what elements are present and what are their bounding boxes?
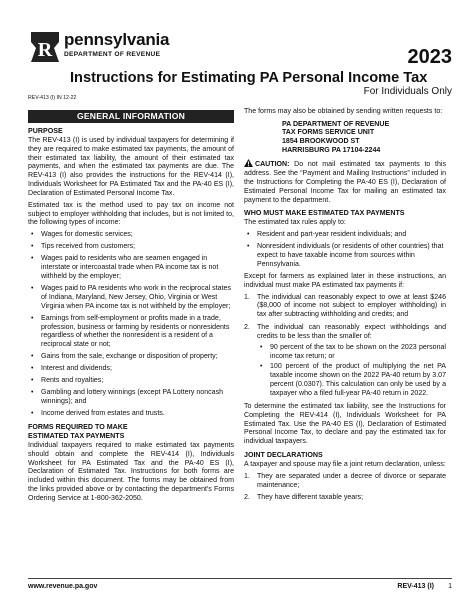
- list-item: • Nonresident individuals (or residents of other countries) that expect to have taxable income from sources within Pennsylvania.: [244, 243, 446, 270]
- income-types-list: [28, 231, 234, 419]
- right-column: [244, 108, 446, 507]
- address-line: 1854 BROOKWOOD ST: [282, 138, 360, 146]
- department-name: DEPARTMENT OF REVENUE: [64, 51, 161, 58]
- list-item: • Wages paid to PA residents who work in the reciprocal states of Indiana, Maryland, New Jersey, Ohio, Virginia or West Virginia when PA income tax is not withheld by the employer;: [28, 285, 234, 312]
- list-item: [244, 473, 446, 491]
- sub-list: [257, 344, 446, 399]
- list-item: • Earnings from self-employment or profits made in a trade, profession, business or farming by residents or nonresidents regardless of whether the nonresident is a resident of a reciprocal state or not;: [28, 315, 234, 350]
- purpose-text: The REV-413 (I) is used by individual taxpayers for determining if they are required to make estimated tax payments, the amount of their estimated tax liability, the amount of their estimated tax payments, and when the estimated tax payments are due. The REV-413 (I) also provides the instructions for the REV-414 (I), Individuals Worksheet for PA Estimated Tax and the PA-40 ES (I), Declaration of Estimated Personal Income Tax.: [28, 136, 234, 197]
- list-item: • Gambling and lottery winnings (except PA Lottery noncash winnings); and: [28, 389, 234, 407]
- page-title: Instructions for Estimating PA Personal Income Tax: [70, 70, 428, 86]
- who-intro: The estimated tax rules apply to:: [244, 219, 346, 227]
- left-column: [28, 108, 234, 507]
- caution-label: CAUTION:: [255, 161, 290, 169]
- list-item: • Wages for domestic services;: [28, 231, 234, 240]
- address-line: TAX FORMS SERVICE UNIT: [282, 129, 375, 137]
- joint-heading: JOINT DECLARATIONS: [244, 451, 323, 460]
- caution-note: [244, 159, 446, 205]
- list-item: • Income derived from estates and trusts.: [28, 410, 234, 419]
- item-number: 2.: [244, 324, 250, 332]
- purpose-heading: PURPOSE: [28, 127, 63, 135]
- section-banner: GENERAL INFORMATION: [28, 110, 234, 123]
- warning-icon: [244, 159, 253, 167]
- list-item: • 100 percent of the product of multiplying the net PA taxable income shown on the 2022 PA-40 return by 3.07 percent (0.0307). This calculation can only be used by a taxpayer who a filed full-year PA-40 return in 2022.: [257, 363, 446, 398]
- forms-heading-line1: FORMS REQUIRED TO MAKE: [28, 423, 128, 432]
- list-item: [244, 294, 446, 321]
- except-text: Except for farmers as explained later in these instructions, an individual must make PA estimated tax payments if:: [244, 272, 446, 289]
- address-line: HARRISBURG PA 17104-2244: [282, 146, 381, 154]
- item-text: The individual can reasonably expect to owe at least $246 ($8,000 of income not subject to employer withholding) in tax after subtracting withholding and credits; and: [257, 293, 446, 319]
- item-number: 2.: [244, 494, 250, 502]
- list-item: • Gains from the sale, exchange or disposition of property;: [28, 353, 234, 362]
- mailing-address: [282, 121, 446, 155]
- caution-text: Do not mail estimated tax payments to this address. See the “Payment and Mailing Instructions” included in the Instructions for Completing the PA-40 ES (I), Declaration of Estimated Personal Income Tax for mailing an estimated tax payment to the department.: [244, 161, 446, 204]
- list-item: • Interest and dividends;: [28, 365, 234, 374]
- joint-list: [244, 473, 446, 504]
- list-item: [244, 494, 446, 503]
- forms-text: Individual taxpayers required to make estimated tax payments should obtain and complete the REV-414 (I), Individuals Worksheet for PA Estimated Tax and the PA-40 ES (I), Declaration of Estimated Tax. Instructions for both forms are included within this document. The forms may be obtained from the links provided above or by contacting the department's Forms Ordering Service at 1-800-362-2050.: [28, 441, 234, 502]
- website-link[interactable]: www.revenue.pa.gov: [28, 583, 98, 590]
- who-list: [244, 231, 446, 270]
- estimated-tax-text: Estimated tax is the method used to pay tax on income not subject to employer withholding that includes, but is not limited to, the following types of income:: [28, 201, 234, 227]
- item-text: They are separated under a decree of divorce or separate maintenance;: [257, 472, 446, 489]
- svg-text:R: R: [37, 39, 53, 61]
- item-text: The individual can reasonably expect withholdings and credits to be less than the smaller of:: [257, 324, 446, 340]
- forms-heading-line2: ESTIMATED TAX PAYMENTS: [28, 432, 125, 440]
- who-heading: WHO MUST MAKE ESTIMATED TAX PAYMENTS: [244, 209, 405, 218]
- page-subtitle: For Individuals Only: [363, 86, 452, 97]
- footer-form-number: REV-413 (I): [397, 583, 434, 590]
- form-number: REV-413 (I) IN 12-22: [28, 95, 77, 101]
- address-line: PA DEPARTMENT OF REVENUE: [282, 120, 390, 128]
- list-item: • 90 percent of the tax to be shown on the 2023 personal income tax return; or: [257, 344, 446, 362]
- item-number: 1.: [244, 293, 250, 301]
- page-footer: [28, 578, 452, 593]
- brand-name: pennsylvania: [64, 30, 170, 49]
- tax-year: 2023: [407, 46, 452, 68]
- joint-text: A taxpayer and spouse may file a joint return declaration, unless:: [244, 460, 446, 468]
- list-item: • Resident and part-year resident individuals; and: [244, 231, 446, 240]
- keystone-logo-icon: [28, 30, 62, 64]
- conditions-list: [244, 294, 446, 399]
- item-number: 1.: [244, 472, 250, 480]
- list-item: • Wages paid to residents who are seamen engaged in interstate or intercoastal trade when PA income tax is not withheld by the employer;: [28, 255, 234, 282]
- determine-text: To determine the estimated tax liability, see the Instructions for Completing the REV-414 (I), Individuals Worksheet for PA Estimated Tax. Use the PA-40 ES (I), Declaration of Estimated Personal Income Tax, to declare and pay the estimated tax for individual taxpayers.: [244, 402, 446, 446]
- page-number: 1: [448, 583, 452, 590]
- item-text: They have different taxable years;: [257, 494, 364, 502]
- list-item: • Tips received from customers;: [28, 243, 234, 252]
- list-item: [244, 324, 446, 399]
- request-intro: The forms may also be obtained by sending written requests to:: [244, 108, 443, 115]
- list-item: • Rents and royalties;: [28, 377, 234, 386]
